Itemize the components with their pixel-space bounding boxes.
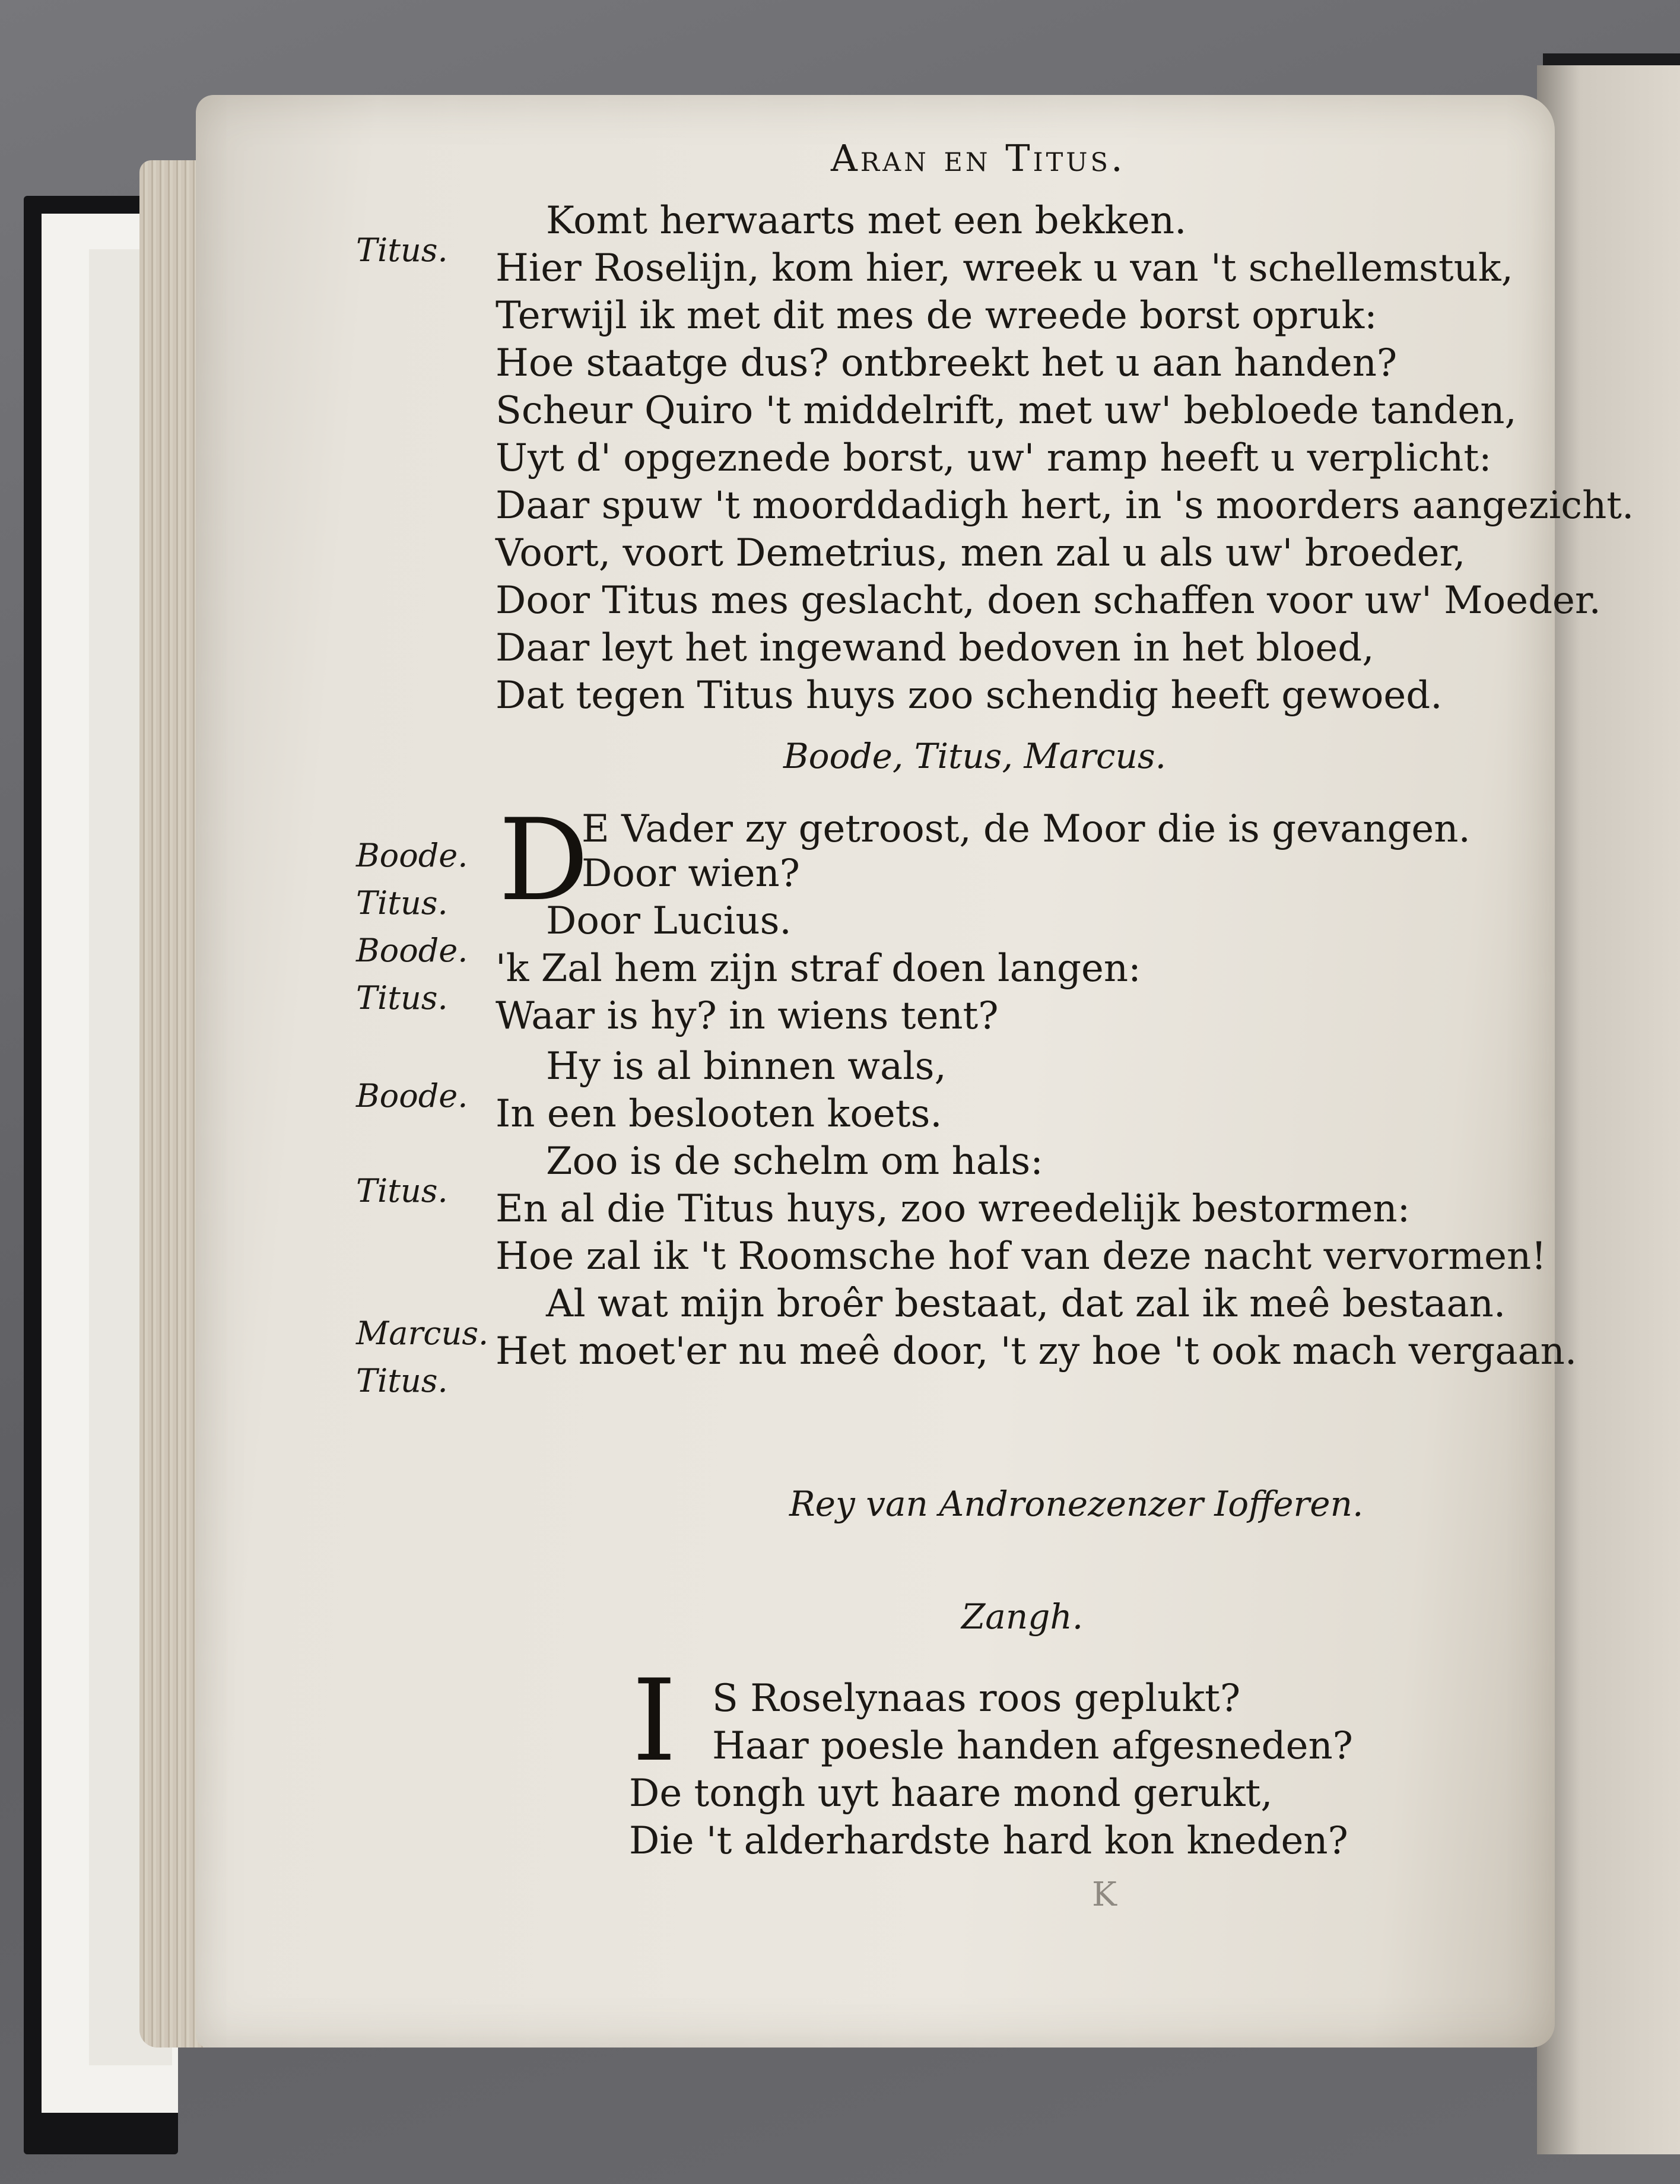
dialogue-line: In een beslooten koets. [496, 1092, 942, 1136]
verse-line: Voort, voort Demetrius, men zal u als uw' broeder, [496, 531, 1466, 575]
verse-line: Dat tegen Titus huys zoo schendig heeft gewoed. [496, 674, 1443, 718]
speaker-label: Titus. [356, 979, 448, 1017]
dialogue-line: Het moet'er nu meê door, 't zy hoe 't ook mach vergaan. [496, 1329, 1577, 1373]
chorus-title: Rey van Andronezenzer Iofferen. [789, 1484, 1364, 1524]
speaker-label: Marcus. [356, 1315, 489, 1352]
chorus-line: Die 't alderhardste hard kon kneden? [629, 1819, 1348, 1863]
verse-line: Daar leyt het ingewand bedoven in het bloed, [496, 626, 1374, 670]
dialogue-line: Door wien? [582, 852, 800, 896]
verse-line: Door Titus mes geslacht, doen schaffen voor uw' Moeder. [496, 579, 1601, 623]
dialogue-line: Al wat mijn broêr bestaat, dat zal ik meê bestaan. [546, 1282, 1506, 1326]
chorus-line: Haar poesle handen afgesneden? [712, 1724, 1353, 1768]
speaker-label: Titus. [356, 1362, 448, 1399]
dialogue-line: Door Lucius. [546, 899, 792, 943]
chorus-subtitle: Zangh. [961, 1596, 1084, 1637]
verse-line: Hoe staatge dus? ontbreekt het u aan handen? [496, 341, 1398, 385]
dialogue-line: Hy is al binnen wals, [546, 1045, 947, 1088]
speaker-label: Titus. [356, 1172, 448, 1210]
facing-page-edge [1537, 65, 1680, 2154]
verse-line: Terwijl ik met dit mes de wreede borst opruk: [496, 294, 1377, 338]
verse-line: Daar spuw 't moorddadigh hert, in 's moorders aangezicht. [496, 484, 1634, 528]
dialogue-line: 'k Zal hem zijn straf doen langen: [496, 947, 1141, 991]
verse-line: Uyt d' opgeznede borst, uw' ramp heeft u verplicht: [496, 436, 1492, 480]
dialogue-line: Waar is hy? in wiens tent? [496, 994, 999, 1038]
speaker-label: Boode. [356, 1077, 468, 1115]
chorus-line: De tongh uyt haare mond gerukt, [629, 1772, 1273, 1815]
chorus-line: S Roselynaas roos geplukt? [712, 1677, 1241, 1720]
speaker-label: Titus. [356, 884, 448, 922]
scene-cast: Boode, Titus, Marcus. [783, 736, 1167, 776]
speaker-label: Titus. [356, 231, 448, 269]
signature-mark: K [1092, 1875, 1117, 1914]
drop-cap: D [498, 795, 589, 926]
dialogue-line: E Vader zy getroost, de Moor die is gevangen. [582, 807, 1471, 851]
drop-cap: I [632, 1655, 677, 1786]
book-page [196, 95, 1634, 2048]
speaker-label: Boode. [356, 837, 468, 874]
verse-line: Scheur Quiro 't middelrift, met uw' bebloede tanden, [496, 389, 1517, 433]
running-header: Aran en Titus. [831, 136, 1126, 180]
dialogue-line: Hoe zal ik 't Roomsche hof van deze nacht vervormen! [496, 1234, 1546, 1278]
verse-line: Komt herwaarts met een bekken. [546, 199, 1187, 243]
speaker-label: Boode. [356, 932, 468, 969]
verse-line: Hier Roselijn, kom hier, wreek u van 't schellemstuk, [496, 246, 1513, 290]
dialogue-line: Zoo is de schelm om hals: [546, 1139, 1043, 1183]
dialogue-line: En al die Titus huys, zoo wreedelijk bestormen: [496, 1187, 1411, 1231]
